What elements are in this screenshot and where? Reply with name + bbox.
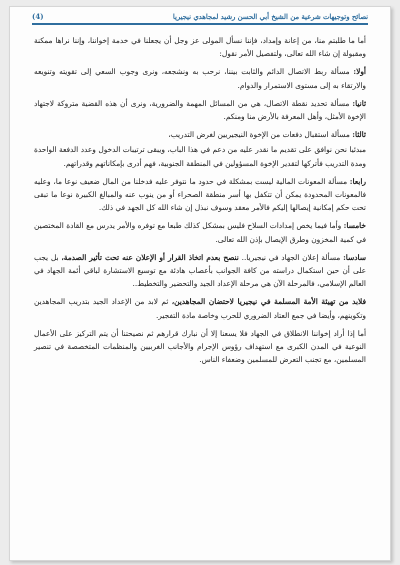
paragraph-lead: ثانيا: xyxy=(352,98,366,108)
emphasis: ننصح بعدم اتخاذ القرار أو الإعلان عنه تحت تأثير الصدمة، xyxy=(61,252,239,262)
paragraph: أولا: مسألة ربط الاتصال الدائم والثابت بيننا، نرحب به ونشجعه، ونرى وجوب السعي إلى تقويته وتنويعه والارتقاء به إلى مستوى الاستمرار والدوام. xyxy=(34,67,366,90)
paragraph: ثانيا: مسألة تحديد نقطة الاتصال، هي من المسائل المهمة والضرورية، ونرى أن هذه القضية متروكة لاجتهاد الإخوة الأمثل، وأهل المعرفة بالأرض منا ومنكم. xyxy=(34,98,366,122)
paragraph: خامسا: وأما فيما يخص إمدادات السلاح فليس بمشكل كذلك طبعا مع توفره والأمر يدرس مع القادة المختصين في كمية المخزون وطرق الإيصال بإذن الله تعالى. xyxy=(34,221,366,244)
paragraph: رابعا: مسألة المعونات المالية ليست بمشكلة في حدود ما نتوفر عليه فدخلنا من المال ضعيف نوعا ما، وعليه فالمعونات المحدودة يمكن أن تتكفل بها أسر منطقة الصحراء أو من ينوب عنه والمبالغ الكبيرة نوعا ما تبقى تحت حكم إمكانية إيصالها إليكم فالأمر معقد وسوف نبذل إن شاء الله كل الجهد في ذلك. xyxy=(34,176,366,213)
paragraph: مبدئيا نحن نوافق على تقديم ما نقدر عليه من دعم في هذا الباب، ويبقى ترتيبات الدخول وعدد الدفعة الواحدة ومدة التدريب فأتركها لتقدير الإخوة المسؤولين في المنطقة الجنوبية، فهم أدرى بإمكاناتهم وقدراتهم. xyxy=(34,145,366,168)
document-body xyxy=(34,34,366,371)
paragraph: أما إذا أراد إخواننا الانطلاق في الجهاد فلا يسعنا إلا أن نبارك قرارهم ثم نصيحتنا أن يتم التركيز على الأعمال النوعية في المدن الكبرى مع استهداف رؤوس الإجرام والأجانب الغربيين والمنظمات المتخصصة في تنصير المسلمين، مع تجنب التعرض للمسلمين وضعفاء الناس. xyxy=(34,328,366,365)
header-title: نصائح وتوجيهات شرعية من الشيخ أبي الحسن رشيد لمجاهدي نيجيريا xyxy=(172,13,368,21)
paragraph: فلابد من تهيئة الأمة المسلمة في نيجيريا لاحتضان المجاهدين، ثم لابد من الإعداد الجيد بتدريب المجاهدين وتكوينهم، وأيضا في جمع العتاد الضروري للحرب وخاصة مادة التفجير. xyxy=(34,297,366,320)
paragraph: أما ما طلبتم منا، من إعانة وإمداد، فإننا نسأل المولى عز وجل أن يجعلنا في خدمة إخواننا، وإننا نراها ممكنة ومقبولة إن شاء الله تعالى، ولتفصيل الأمر نقول: xyxy=(34,36,366,59)
paragraph-lead: خامسا: xyxy=(343,221,366,231)
paragraph-lead: ثالثا: xyxy=(352,130,366,140)
paragraph-lead: أولا: xyxy=(353,67,366,77)
paragraph-lead: سادسا: xyxy=(343,252,366,262)
document-page xyxy=(9,6,391,561)
paragraph: سادسا: مسألة إعلان الجهاد في نيجيريا.. ننصح بعدم اتخاذ القرار أو الإعلان عنه تحت تأثير الصدمة، بل يجب على أن حين استكمال دراسته من كافة الجوانب بأعصاب هادئة مع توسيع الاستشارة لباقي أئمة الجهاد في العالم الإسلامي، فالمرحلة الآن هي مرحلة الإعداد الجيد والتحضير والتخطيط.. xyxy=(34,252,366,289)
paragraph: ثالثا: مسألة استقبال دفعات من الإخوة النيجيريين لغرض التدريب، xyxy=(168,130,366,140)
header-rule xyxy=(32,23,368,25)
paragraph-lead: رابعا: xyxy=(349,176,366,186)
emphasis: فلابد من تهيئة الأمة المسلمة في نيجيريا لاحتضان المجاهدين، xyxy=(171,297,366,307)
page-number: (4) xyxy=(32,12,44,21)
